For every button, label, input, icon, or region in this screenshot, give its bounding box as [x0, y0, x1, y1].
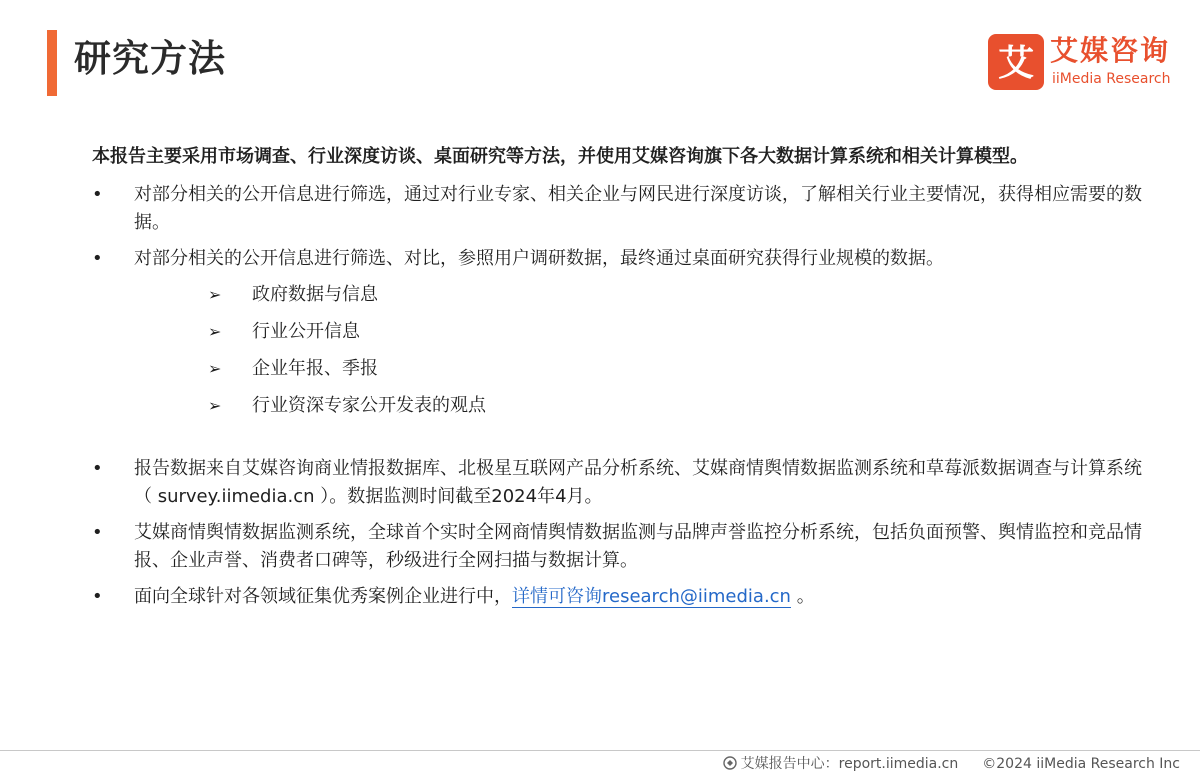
- bullet-item: [92, 245, 1152, 273]
- bullet-dot-icon: •: [92, 458, 103, 479]
- footer-divider: [0, 750, 1200, 751]
- sub-item-text: 企业年报、季报: [252, 358, 378, 379]
- sub-list-item: [92, 281, 1152, 309]
- footer-copyright: ©2024 iiMedia Research Inc: [982, 756, 1180, 772]
- page-title: 研究方法: [74, 37, 226, 80]
- bullet-text-prefix: 面向全球针对各领域征集优秀案例企业进行中，: [134, 586, 512, 607]
- bullet-item: [92, 181, 1152, 237]
- logo-mark-char: 艾: [997, 43, 1035, 84]
- sub-list-item: [92, 318, 1152, 346]
- sub-item-text: 行业资深专家公开发表的观点: [252, 395, 486, 416]
- footer-report-center[interactable]: 艾媒报告中心：report.iimedia.cn: [740, 756, 959, 772]
- logo-chinese-name: 艾媒咨询: [1050, 34, 1171, 67]
- arrow-bullet-icon: ➢: [208, 359, 222, 378]
- arrow-bullet-icon: ➢: [208, 322, 222, 341]
- sub-list-item: [92, 392, 1152, 420]
- source-sub-list: [92, 281, 1152, 420]
- iimedia-logo: [988, 34, 1188, 90]
- logo-english-name: iiMedia Research: [1052, 71, 1171, 87]
- section-gap: [92, 429, 1152, 455]
- arrow-bullet-icon: ➢: [208, 396, 222, 415]
- title-accent-bar: [47, 30, 57, 96]
- bullet-dot-icon: •: [92, 248, 103, 269]
- bullet-text: 对部分相关的公开信息进行筛选，通过对行业专家、相关企业与网民进行深度访谈，了解相关行业主要情况，获得相应需要的数据。: [134, 184, 1142, 233]
- arrow-bullet-icon: ➢: [208, 285, 222, 304]
- bullet-text-suffix: 。: [790, 586, 815, 607]
- contact-email-link[interactable]: 详情可咨询research@iimedia.cn: [512, 586, 791, 607]
- intro-paragraph: 本报告主要采用市场调查、行业深度访谈、桌面研究等方法，并使用艾媒咨询旗下各大数据计算系统和相关计算模型。: [92, 146, 1028, 167]
- report-center-icon: [723, 756, 737, 770]
- bullet-item: [92, 583, 1152, 611]
- method-content: [92, 143, 1152, 619]
- bullet-dot-icon: •: [92, 522, 103, 543]
- bullet-text: 报告数据来自艾媒咨询商业情报数据库、北极星互联网产品分析系统、艾媒商情舆情数据监测系统和草莓派数据调查与计算系统（ survey.iimedia.cn ）。数据监测时间截至2024年4月。: [134, 458, 1142, 507]
- logo-mark-icon: [988, 34, 1044, 90]
- bullet-dot-icon: •: [92, 586, 103, 607]
- sub-item-text: 行业公开信息: [252, 321, 360, 342]
- bullet-item: [92, 455, 1152, 511]
- sub-list-item: [92, 355, 1152, 383]
- bullet-dot-icon: •: [92, 184, 103, 205]
- bullet-item: [92, 519, 1152, 575]
- bullet-text: 艾媒商情舆情数据监测系统，全球首个实时全网商情舆情数据监测与品牌声誉监控分析系统，包括负面预警、舆情监控和竞品情报、企业声誉、消费者口碑等，秒级进行全网扫描与数据计算。: [134, 522, 1142, 571]
- sub-item-text: 政府数据与信息: [252, 284, 378, 305]
- bullet-text: 对部分相关的公开信息进行筛选、对比，参照用户调研数据，最终通过桌面研究获得行业规模的数据。: [134, 248, 944, 269]
- footer: [723, 753, 1180, 775]
